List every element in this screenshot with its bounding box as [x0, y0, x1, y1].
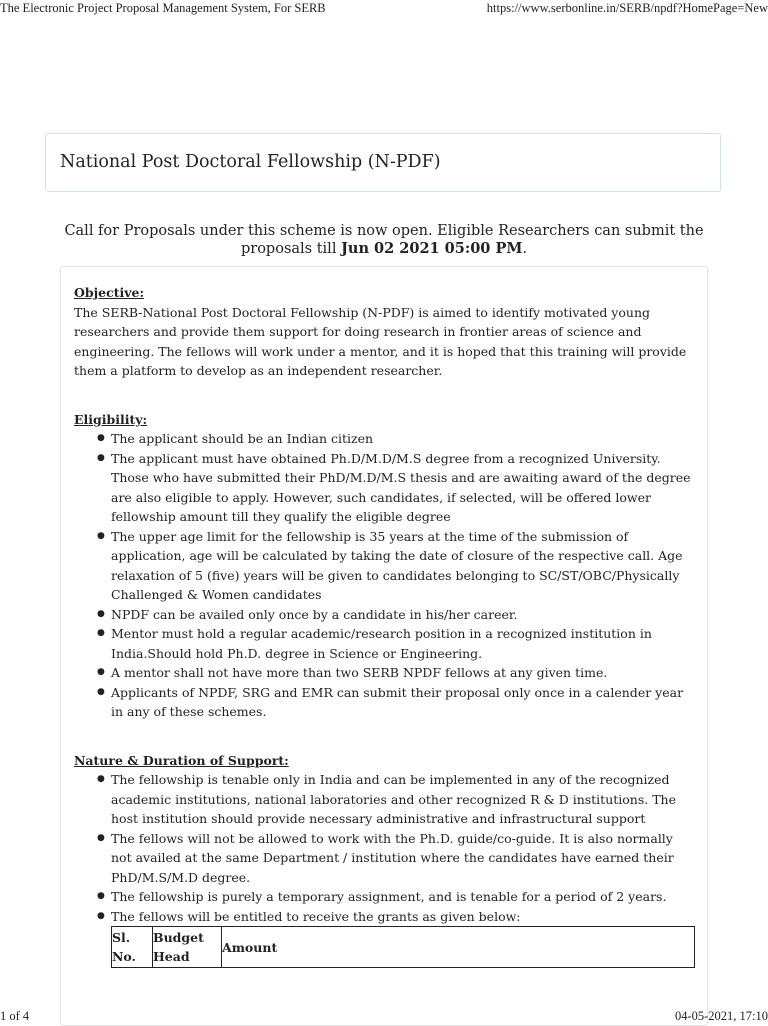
list-item: ● The fellows will be entitled to receive the grants as given below:: [111, 907, 692, 927]
page-number: 1 of 4: [0, 1009, 30, 1023]
col-sl-no: Sl. No.: [112, 927, 153, 968]
list-item: ● A mentor shall not have more than two SERB NPDF fellows at any given time.: [111, 663, 692, 683]
scheme-title-card: [45, 133, 721, 192]
scheme-details-card: [60, 266, 708, 1026]
list-item: ● The applicant should be an Indian citizen: [111, 429, 692, 449]
list-item: ● The upper age limit for the fellowship is 35 years at the time of the submission of application, age will be calculated by taking the date of closure of the respective call. Age relaxation of 5 (five) years will be given to candidates belonging to SC/ST/OBC/Physically Challenged & Women candidates: [111, 527, 692, 605]
support-heading: Nature & Duration of Support:: [74, 752, 289, 768]
list-item: ● Applicants of NPDF, SRG and EMR can submit their proposal only once in a calender year in any of these schemes.: [111, 683, 692, 722]
cfp-text: Call for Proposals under this scheme is now open. Eligible Researchers can submit the proposals till: [64, 223, 704, 257]
support-list: [74, 770, 692, 926]
print-timestamp: 04-05-2021, 17:10: [674, 1009, 768, 1023]
objective-heading: Objective:: [74, 285, 145, 300]
list-item: ● The fellows will not be allowed to work with the Ph.D. guide/co-guide. It is also normally not availed at the same Department / institution where the candidates have earned their PhD/M.S/M.D degree.: [111, 829, 692, 888]
cfp-end: .: [522, 241, 528, 257]
call-for-proposals: [60, 223, 708, 258]
eligibility-list: [74, 429, 692, 722]
list-item: ● Mentor must hold a regular academic/research position in a recognized institution in India.Should hold Ph.D. degree in Science or Engineering.: [111, 624, 692, 663]
print-header: [0, 0, 768, 18]
eligibility-heading: Eligibility:: [74, 411, 148, 427]
cfp-deadline: Jun 02 2021 05:00 PM: [341, 240, 523, 257]
scheme-details: [74, 283, 692, 968]
list-item: ● The applicant must have obtained Ph.D/M.D/M.S degree from a recognized University. Those who have submitted their PhD/M.D/M.S thesis and are awaiting award of the degree are also eligible to apply. However, such candidates, if selected, will be offered lower fellowship amount till they qualify the eligible degree: [111, 449, 692, 527]
grants-table: [111, 926, 695, 968]
print-header-title: The Electronic Project Proposal Management System, For SERB: [0, 1, 326, 15]
print-header-url: https://www.serbonline.in/SERB/npdf?HomePage=New: [486, 1, 768, 15]
objective-text: The SERB-National Post Doctoral Fellowship (N-PDF) is aimed to identify motivated young researchers and provide them support for doing research in frontier areas of science and engineering. The fellows will work under a mentor, and it is hoped that this training will provide them a platform to develop as an independent researcher.: [74, 304, 687, 378]
list-item: ● The fellowship is tenable only in India and can be implemented in any of the recognized academic institutions, national laboratories and other recognized R & D institutions. The host institution should provide necessary administrative and infrastructural support: [111, 770, 692, 829]
scheme-title: National Post Doctoral Fellowship (N-PDF): [60, 152, 441, 172]
print-footer: [0, 1009, 768, 1024]
col-budget-head: Budget Head: [153, 927, 222, 968]
list-item: ● NPDF can be availed only once by a candidate in his/her career.: [111, 605, 692, 625]
col-amount: Amount: [222, 927, 695, 968]
list-item: ● The fellowship is purely a temporary assignment, and is tenable for a period of 2 years.: [111, 887, 692, 907]
table-header-row: [112, 927, 695, 968]
